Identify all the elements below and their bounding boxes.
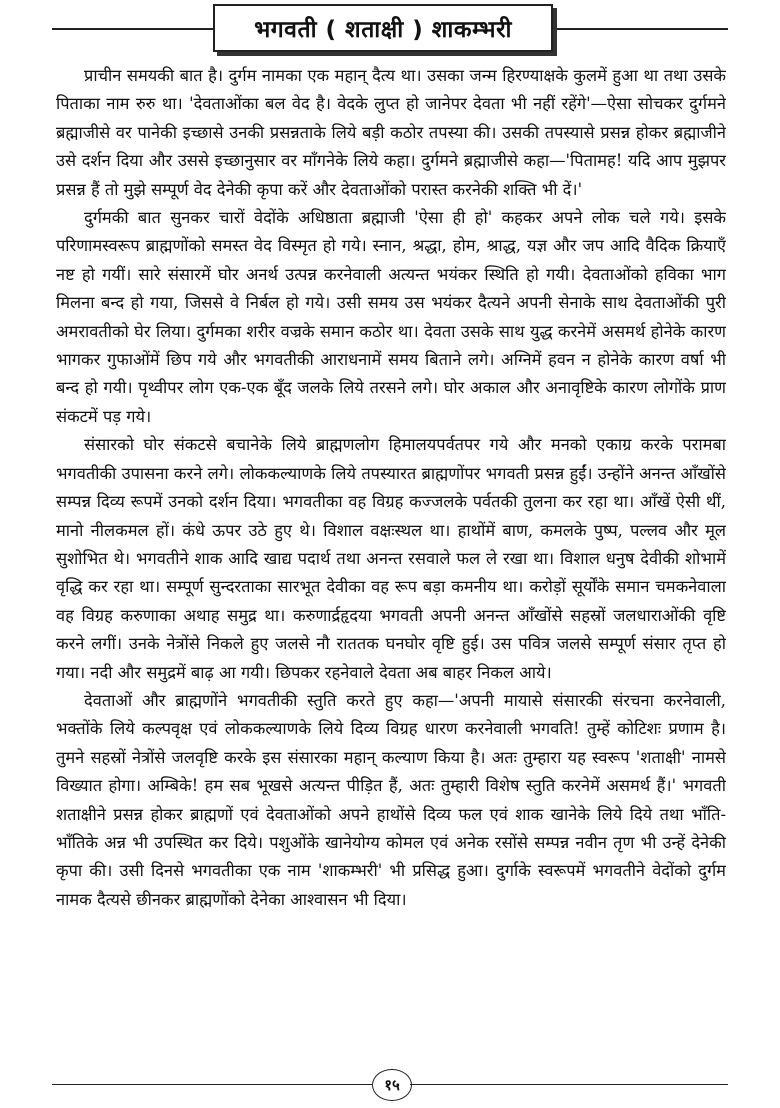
- paragraph-4: देवताओं और ब्राह्मणोंने भगवतीकी स्तुति करते हुए कहा—'अपनी मायासे संसारकी संरचना करनेवाली, भक्तोंके लिये कल्पवृक्ष एवं लोककल्याणके लिये दिव्य विग्रह धारण करनेवाली भगवति! तुम्हें कोटिशः प्रणाम है। तुमने सहस्रों नेत्रोंसे जलवृष्टि करके इस संसारका महान् कल्याण किया है। अतः तुम्हारा यह स्वरूप 'शताक्षी' नामसे विख्यात होगा। अम्बिके! हम सब भूखसे अत्यन्त पीड़ित हैं, अतः तुम्हारी विशेष स्तुति करनेमें असमर्थ हैं।' भगवती शताक्षीने प्रसन्न होकर ब्राह्मणों एवं देवताओंको अपने हाथोंसे दिव्य फल एवं शाक खानेके लिये दिये तथा भाँति-भाँतिके अन्न भी उपस्थित कर दिये। पशुओंके खानेयोग्य कोमल एवं अनेक रसोंसे सम्पन्न नवीन तृण भी उन्हें देनेकी कृपा की। उसी दिनसे भगवतीका एक नाम 'शाकम्भरी' भी प्रसिद्ध हुआ। दुर्गाके स्वरूपमें भगवतीने वेदोंको दुर्गम नामक दैत्यसे छीनकर ब्राह्मणोंको देनेका आश्वासन भी दिया।: [56, 690, 726, 909]
- footer-rule-left: [52, 1084, 372, 1085]
- paragraph-3: संसारको घोर संकटसे बचानेके लिये ब्राह्मणलोग हिमालयपर्वतपर गये और मनको एकाग्र करके परामबा भगवतीकी उपासना करने लगे। लोककल्याणके लिये तपस्यारत ब्राह्मणोंपर भगवती प्रसन्न हुईं। उन्होंने अनन्त आँखोंसे सम्पन्न दिव्य रूपमें उनको दर्शन दिया। भगवतीका वह विग्रह कज्जलके पर्वतकी तुलना कर रहा था। आँखें ऐसी थीं, मानो नीलकमल हों। कंधे ऊपर उठे हुए थे। विशाल वक्षःस्थल था। हाथोंमें बाण, कमलके पुष्प, पल्लव और मूल सुशोभित थे। भगवतीने शाक आदि खाद्य पदार्थ तथा अनन्त रसवाले फल ले रखा था। विशाल धनुष देवीकी शोभामें वृद्धि कर रहा था। सम्पूर्ण सुन्दरताका सारभूत देवीका वह रूप बड़ा कमनीय था। करोड़ों सूर्योंके समान चमकनेवाला वह विग्रह करुणाका अथाह समुद्र था। करुणार्द्रहृदया भगवती अपनी अनन्त आँखोंसे सहस्रों जलधाराओंकी वृष्टि करने लगीं। उनके नेत्रोंसे निकले हुए जलसे नौ राततक घनघोर वृष्टि हुई। उस पवित्र जलसे सम्पूर्ण संसार तृप्त हो गया। नदी और समुद्रमें बाढ़ आ गयी। छिपकर रहनेवाले देवता अब बाहर निकल आये।: [56, 435, 726, 682]
- title-box: [213, 4, 553, 52]
- paragraph-2: दुर्गमकी बात सुनकर चारों वेदोंके अधिष्ठाता ब्रह्माजी 'ऐसा ही हो' कहकर अपने लोक चले गये। इसके परिणामस्वरूप ब्राह्मणोंको समस्त वेद विस्मृत हो गये। स्नान, श्रद्धा, होम, श्राद्ध, यज्ञ और जप आदि वैदिक क्रियाएँ नष्ट हो गयीं। सारे संसारमें घोर अनर्थ उत्पन्न करनेवाली अत्यन्त भयंकर स्थिति हो गयी। देवताओंको हविका भाग मिलना बन्द हो गया, जिससे वे निर्बल हो गये। उसी समय उस भयंकर दैत्यने अपनी सेनाके साथ देवताओंकी पुरी अमरावतीको घेर लिया। दुर्गमका शरीर वज्रके समान कठोर था। देवता उसके साथ युद्ध करनेमें असमर्थ होनेके कारण भागकर गुफाओंमें छिप गये और भगवतीकी आराधनामें समय बिताने लगे। अग्निमें हवन न होनेके कारण वर्षा भी बन्द हो गयी। पृथ्वीपर लोग एक-एक बूँद जलके लिये तरसने लगे। घोर अकाल और अनावृष्टिके कारण लोगोंके प्राण संकटमें पड़ गये।: [56, 208, 726, 426]
- footer-rule-right: [410, 1084, 728, 1085]
- page-title: भगवती ( शताक्षी ) शाकम्भरी: [254, 17, 512, 43]
- paragraph-1: प्राचीन समयकी बात है। दुर्गम नामका एक महान् दैत्य था। उसका जन्म हिरण्याक्षके कुलमें हुआ था तथा उसके पिताका नाम रुरु था। 'देवताओंका बल वेद है। वेदके लुप्त हो जानेपर देवता भी नहीं रहेंगे'—ऐसा सोचकर दुर्गमने ब्रह्माजीसे वर पानेकी इच्छासे उनकी प्रसन्नताके लिये बड़ी कठोर तपस्या की। उसकी तपस्यासे प्रसन्न होकर ब्रह्माजीने उसे दर्शन दिया और उससे इच्छानुसार वर माँगनेके लिये कहा। दुर्गमने ब्रह्माजीसे कहा—'पितामह! यदि आप मुझपर प्रसन्न हैं तो मुझे सम्पूर्ण वेद देनेकी कृपा करें और देवताओंको परास्त करनेकी शक्ति भी दें।': [56, 66, 726, 199]
- article-body: [56, 62, 726, 1072]
- page-number: १५: [372, 1069, 412, 1101]
